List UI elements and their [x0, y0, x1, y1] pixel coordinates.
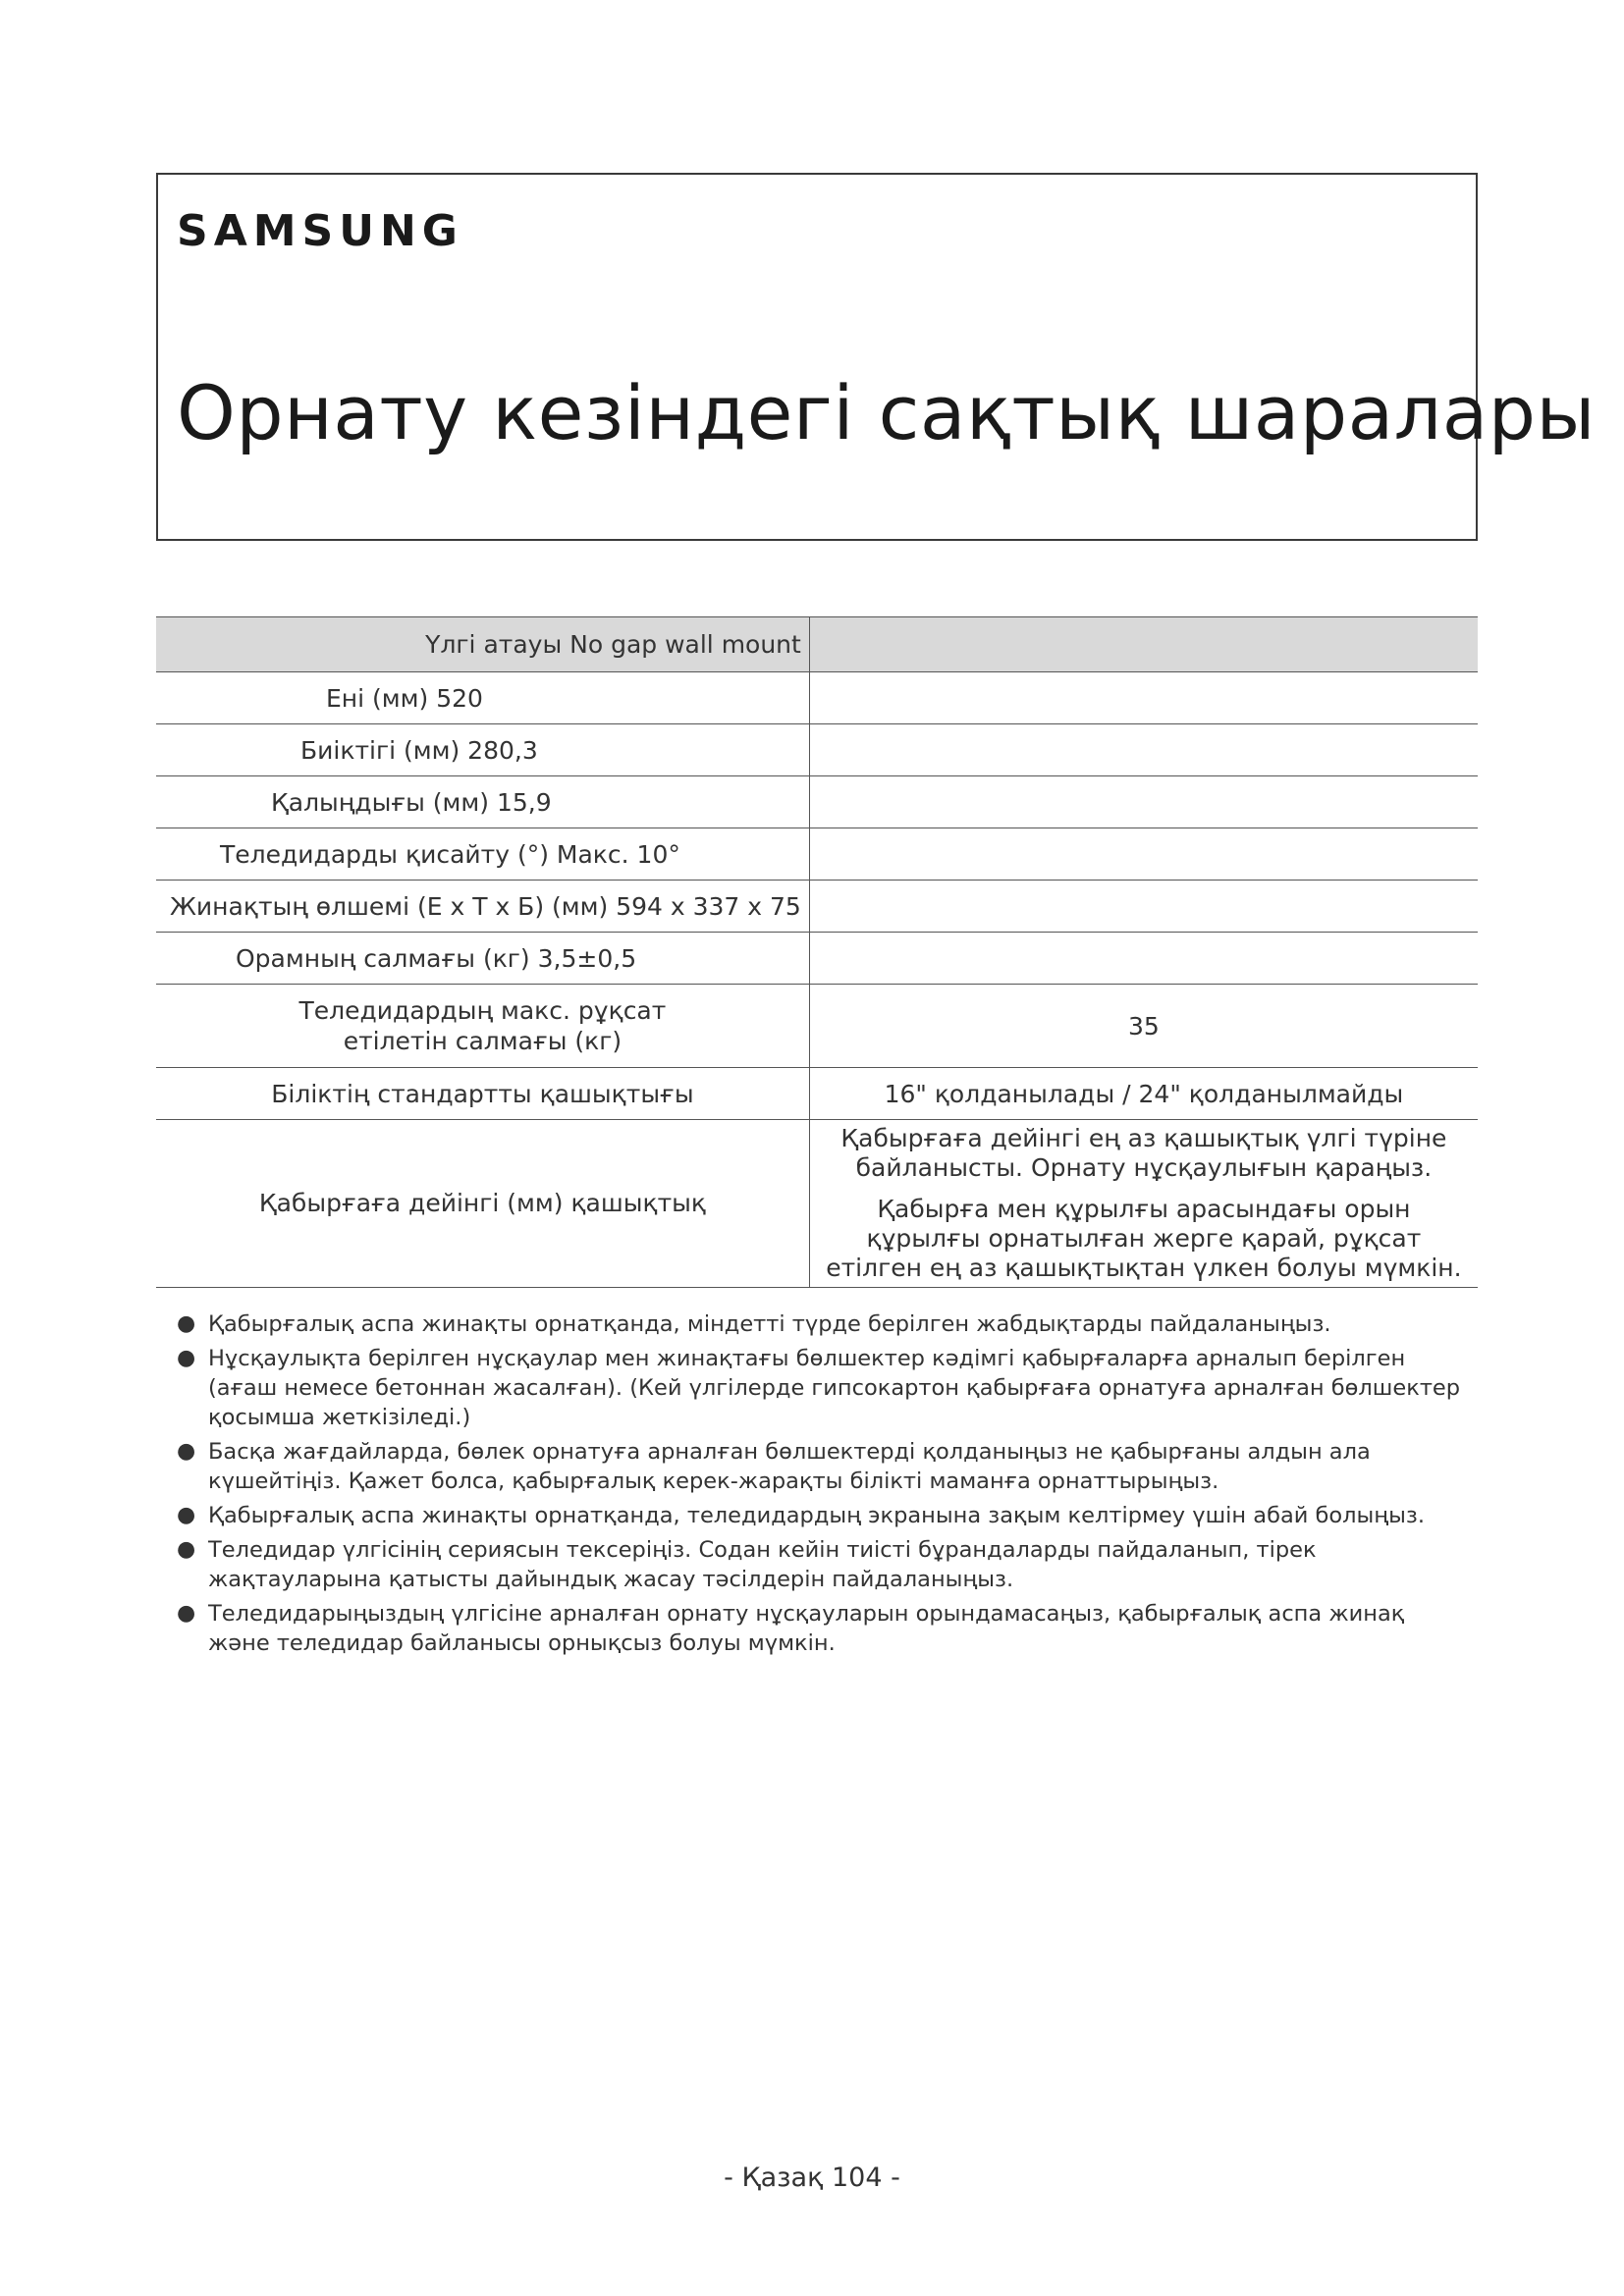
wall-distance-note-2: Қабырға мен құрылғы арасындағы орын құрылғы орнатылған жерге қарай, рұқсат етілген ең аз қашықтықтан үлкен болуы мүмкін.	[826, 1195, 1462, 1282]
table-row	[156, 1120, 1478, 1288]
table-cell	[156, 881, 809, 933]
list-item	[177, 1437, 1473, 1496]
list-item	[177, 1501, 1473, 1530]
table-row	[156, 776, 1478, 828]
table-row	[156, 933, 1478, 985]
table-cell	[809, 933, 1478, 985]
row-value: Макс. 10°	[556, 839, 680, 869]
bullet-icon: ●	[177, 1346, 196, 1370]
bullet-icon: ●	[177, 1537, 196, 1562]
table-cell	[156, 933, 809, 985]
table-cell	[809, 776, 1478, 828]
table-cell	[809, 672, 1478, 724]
table-cell	[156, 776, 809, 828]
bullet-icon: ●	[177, 1601, 196, 1626]
table-cell	[156, 617, 809, 672]
row-label: Қалыңдығы (мм)	[271, 787, 489, 817]
table-cell	[809, 724, 1478, 776]
list-item-text: Нұсқаулықта берілген нұсқаулар мен жинақтағы бөлшектер кәдімгі қабырғаларға арналып берілген (ағаш немесе бетоннан жасалған). (Кей үлгілерде гипсокартон қабырғаға орнатуға арналған бөлшектер қосымша жеткізіледі.)	[208, 1346, 1461, 1430]
table-cell	[809, 828, 1478, 881]
row-value: 3,5±0,5	[537, 943, 637, 973]
table-cell	[156, 985, 809, 1068]
table-row	[156, 1068, 1478, 1120]
weight-label-line1: Теледидардың макс. рұқсат	[298, 996, 667, 1025]
row-label: Жинақтың өлшемі (Е x Т x Б) (мм)	[170, 891, 609, 921]
row-value: 520	[436, 683, 483, 713]
row-label: Орамның салмағы (кг)	[236, 943, 530, 973]
table-row	[156, 828, 1478, 881]
table-row	[156, 985, 1478, 1068]
table-cell	[809, 1120, 1478, 1288]
row-value: 594 x 337 x 75	[616, 891, 801, 921]
samsung-logo: SAMSUNG	[177, 206, 463, 256]
row-value: 15,9	[496, 787, 552, 817]
table-row	[156, 881, 1478, 933]
list-item	[177, 1309, 1473, 1339]
row-label: Биіктігі (мм)	[300, 735, 460, 765]
table-header-row	[156, 617, 1478, 672]
row-value: 280,3	[467, 735, 538, 765]
row-label: Теледидарды қисайту (°)	[220, 839, 549, 869]
title-box	[156, 173, 1597, 541]
weight-value: 35	[809, 985, 1478, 1068]
list-item-text: Басқа жағдайларда, бөлек орнатуға арналған бөлшектерді қолданыңыз не қабырғаны алдын ала күшейтіңіз. Қажет болса, қабырғалық керек-жарақты білікті маманға орнаттырыңыз.	[208, 1439, 1371, 1494]
table-cell	[809, 881, 1478, 933]
wall-distance-label: Қабырғаға дейінгі (мм) қашықтық	[156, 1120, 809, 1288]
list-item-text: Қабырғалық аспа жинақты орнатқанда, міндетті түрде берілген жабдықтарды пайдаланыңыз.	[208, 1311, 1331, 1337]
row-label: Ені (мм)	[326, 683, 429, 713]
wall-distance-note-1: Қабырғаға дейінгі ең аз қашықтық үлгі түріне байланысты. Орнату нұсқаулығын қараңыз.	[840, 1124, 1447, 1182]
table-row	[156, 672, 1478, 724]
header-value: No gap wall mount	[569, 630, 801, 659]
table-cell	[809, 617, 1478, 672]
list-item	[177, 1344, 1473, 1432]
list-item-text: Теледидарыңыздың үлгісіне арналған орнату нұсқауларын орындамасаңыз, қабырғалық аспа жинақ және теледидар байланысы орнықсыз болуы мүмкін.	[208, 1601, 1405, 1656]
bullet-icon: ●	[177, 1439, 196, 1464]
table-cell	[156, 828, 809, 881]
page-number: - Қазақ 104 -	[724, 2163, 900, 2193]
standard-label: Біліктің стандартты қашықтығы	[156, 1068, 809, 1120]
page-title: Орнату кезіндегі сақтық шаралары	[177, 369, 1597, 456]
header-label: Үлгі атауы	[425, 630, 563, 659]
list-item-text: Теледидар үлгісінің сериясын тексеріңіз. Содан кейін тиісті бұрандаларды пайдаланып, тірек жақтауларына қатысты дайындық жасау тәсілдерін пайдаланыңыз.	[208, 1537, 1317, 1592]
table-cell	[156, 724, 809, 776]
table-cell	[156, 672, 809, 724]
table-row	[156, 724, 1478, 776]
bullet-icon: ●	[177, 1311, 196, 1336]
list-item-text: Қабырғалық аспа жинақты орнатқанда, теледидардың экранына зақым келтірмеу үшін абай болыңыз.	[208, 1503, 1426, 1528]
list-item	[177, 1599, 1473, 1658]
spec-table	[156, 616, 1478, 1288]
precautions-list	[177, 1309, 1473, 1663]
weight-label-line2: етілетін салмағы (кг)	[343, 1027, 623, 1055]
standard-value: 16" қолданылады / 24" қолданылмайды	[809, 1068, 1478, 1120]
list-item	[177, 1535, 1473, 1594]
bullet-icon: ●	[177, 1503, 196, 1527]
